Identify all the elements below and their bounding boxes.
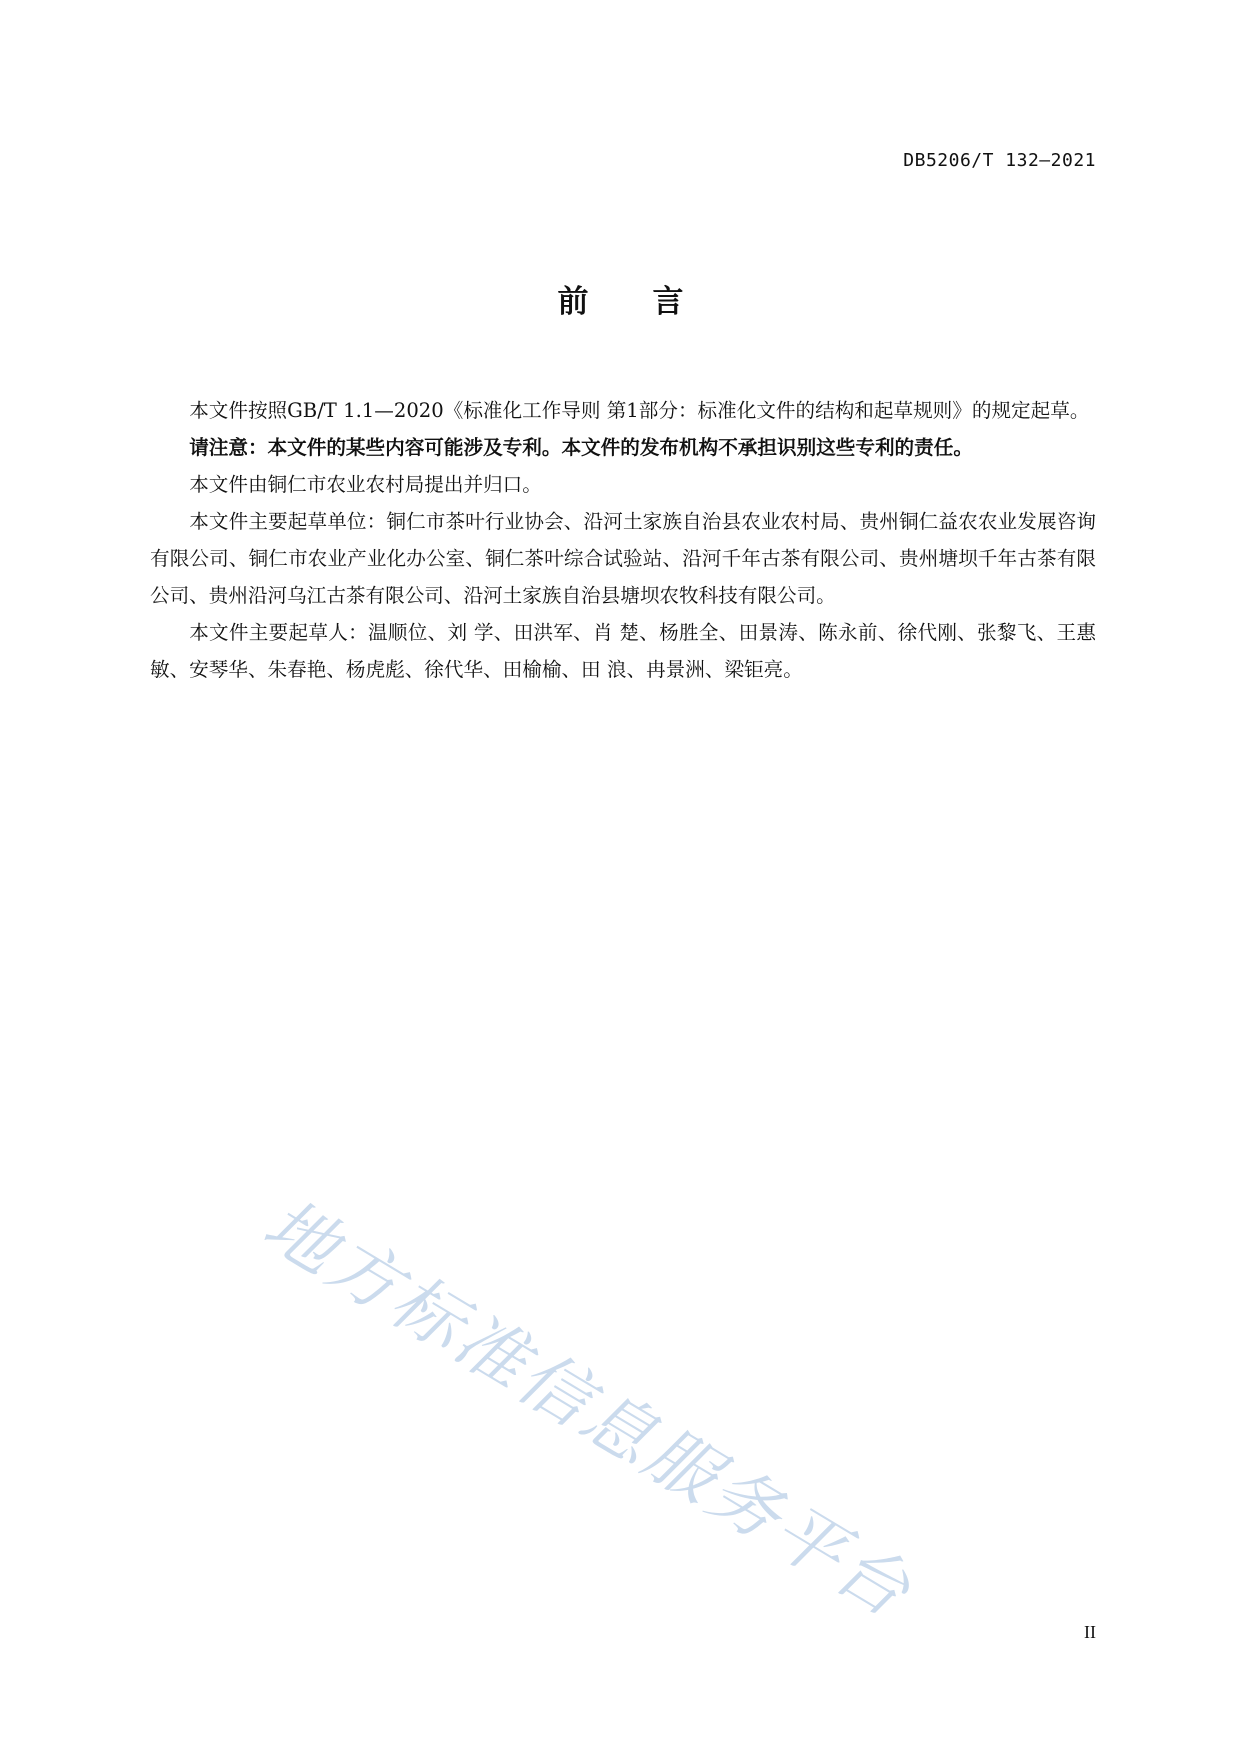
page-number: II <box>1084 1622 1096 1642</box>
paragraph-drafters: 本文件主要起草人：温顺位、刘 学、田洪军、肖 楚、杨胜全、田景涛、陈永前、徐代刚、张黎飞、王惠敏、安琴华、朱春艳、杨虎彪、徐代华、田榆榆、田 浪、冉景洲、梁钜亮。 <box>150 621 1096 681</box>
page-title: 前言 <box>557 284 748 320</box>
paragraph-drafting-units: 本文件主要起草单位：铜仁市茶叶行业协会、沿河土家族自治县农业农村局、贵州铜仁益农农业发展咨询有限公司、铜仁市农业产业化办公室、铜仁茶叶综合试验站、沿河千年古茶有限公司、贵州塘坝千年古茶有限公司、贵州沿河乌江古茶有限公司、沿河土家族自治县塘坝农牧科技有限公司。 <box>150 510 1096 607</box>
document-code: DB5206/T 132—2021 <box>903 150 1096 171</box>
paragraph-patent-notice: 请注意：本文件的某些内容可能涉及专利。本文件的发布机构不承担识别这些专利的责任。 <box>189 436 973 459</box>
foreword-body <box>150 392 1096 688</box>
watermark-text: 地方标准信息服务平台 <box>250 1182 927 1635</box>
paragraph-drafting-rules: 本文件按照GB/T 1.1—2020《标准化工作导则 第1部分：标准化文件的结构和起草规则》的规定起草。 <box>189 399 1090 422</box>
paragraph-proposer: 本文件由铜仁市农业农村局提出并归口。 <box>189 473 542 496</box>
